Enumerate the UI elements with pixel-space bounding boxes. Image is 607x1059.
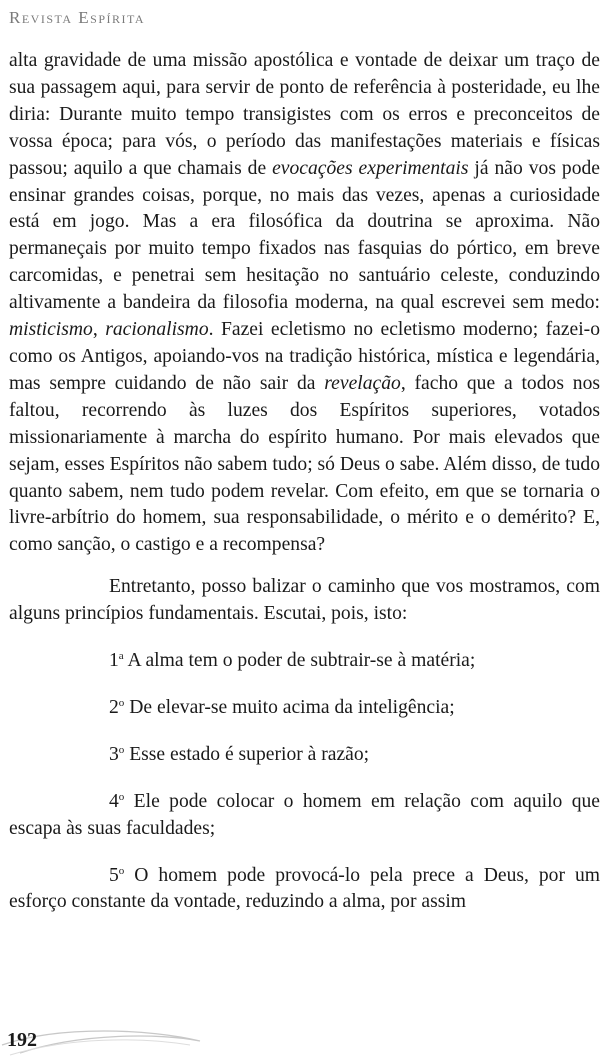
page-number: 192: [7, 1029, 37, 1051]
body-text: [9, 48, 600, 916]
running-header: Revista Espírita: [9, 8, 146, 27]
principle-item-2: 2$^o$ De elevar-se muito acima da inteligência;: [109, 696, 455, 718]
emphasis-revelacao: revelação: [324, 372, 401, 394]
principle-item-5: 5$^o$ O homem pode provocá-lo pela prece a Deus, por um esforço constante da vontade, reduzindo a alma, por assim: [9, 864, 600, 913]
principle-item-3: 3$^o$ Esse estado é superior à razão;: [109, 743, 370, 765]
principle-item-4: 4$^o$ Ele pode colocar o homem em relação com aquilo que escapa às suas faculdades;: [9, 790, 600, 839]
emphasis-evocacoes: evocações experimentais: [272, 157, 469, 179]
emphasis-racionalismo: racionalismo: [105, 319, 209, 341]
paragraph-1: alta gravidade de uma missão apostólica e vontade de deixar um traço de sua passagem aqui, para servir de ponto de referência à posteridade, eu lhe diria: Durante muito tempo transigistes com os erros e preconceitos de vossa época; para vós, o período das manifestações materiais e físicas passou; aquilo a que chamais de evocações experimentais já não vos pode ensinar grandes coisas, porque, no mais das vezes, apenas a curiosidade está em jogo. Mas a era filosófica da doutrina se aproxima. Não permaneçais por muito tempo fixados nas fasquias do pórtico, em breve carcomidas, e penetrai sem hesitação no santuário celeste, conduzindo altivamente a bandeira da filosofia moderna, na qual escrevei sem medo: misticismo, racionalismo. Fazei ecletismo no ecletismo moderno; fazei-o como os Antigos, apoiando-vos na tradição histórica, mística e legendária, mas sempre cuidando de não sair da revelação, facho que a todos nos faltou, recorrendo às luzes dos Espíritos superiores, votados missionariamente à marcha do espírito humano. Por mais elevados que sejam, esses Espíritos não sabem tudo; só Deus o sabe. Além disso, de tudo quanto sabem, nem tudo podem revelar. Com efeito, em que se tornaria o livre-arbítrio do homem, sua responsabilidade, o mérito e o demérito? E, como sanção, o castigo e a recompensa?: [9, 50, 601, 556]
principle-item-1: 1$^a$ A alma tem o poder de subtrair-se à matéria;: [109, 650, 476, 672]
paragraph-2: Entretanto, posso balizar o caminho que vos mostramos, com alguns princípios fundamentais. Escutai, pois, isto:: [9, 576, 600, 625]
emphasis-misticismo: misticismo: [9, 319, 93, 341]
